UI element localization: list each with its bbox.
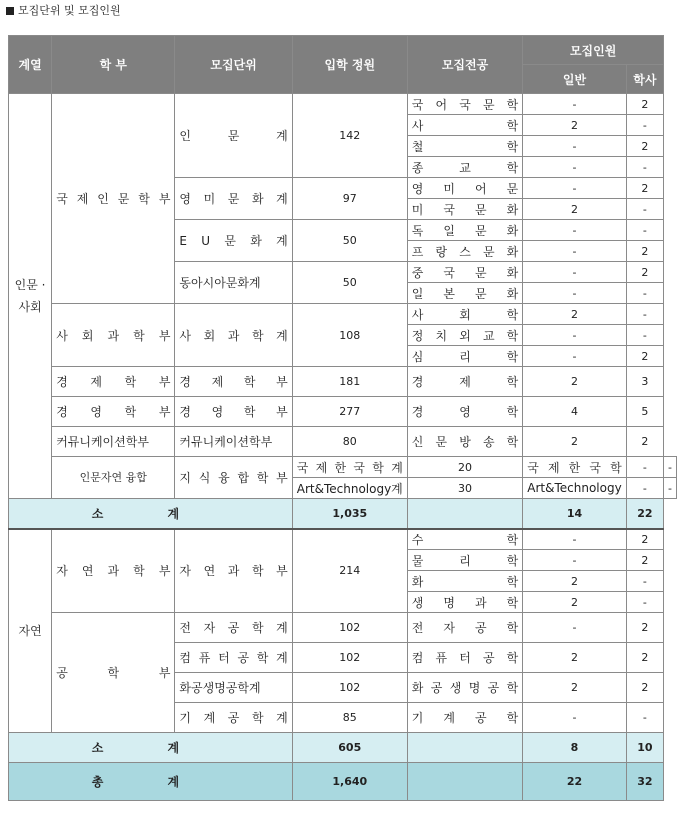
quota-cell: 97 (292, 178, 407, 220)
header-transfer: 학사 (626, 65, 663, 94)
recruitment-table (8, 35, 677, 801)
general-cell: 2 (523, 673, 626, 703)
transfer-cell: 2 (626, 346, 663, 367)
major-cell: 생 명 과 학 (407, 592, 522, 613)
quota-cell: 181 (292, 367, 407, 397)
general-cell: - (523, 262, 626, 283)
transfer-cell: 2 (626, 241, 663, 262)
unit-cell: 영 미 문 화 계 (175, 178, 292, 220)
transfer-cell: - (626, 283, 663, 304)
transfer-cell: 2 (626, 262, 663, 283)
transfer-cell: 2 (626, 529, 663, 550)
general-cell: - (523, 94, 626, 115)
general-cell: 2 (523, 643, 626, 673)
total-label: 총 계 (9, 763, 293, 801)
major-cell: 국 어 국 문 학 (407, 94, 522, 115)
transfer-cell: 2 (626, 427, 663, 457)
general-cell: - (523, 346, 626, 367)
transfer-cell: 3 (626, 367, 663, 397)
faculty-cell: 공 학 부 (52, 613, 175, 733)
unit-cell: 인 문 계 (175, 94, 292, 178)
subtotal-quota: 1,035 (292, 499, 407, 529)
subtotal-general: 14 (523, 499, 626, 529)
transfer-cell: 2 (626, 94, 663, 115)
major-cell: 기 계 공 학 (407, 703, 522, 733)
major-cell: 사 회 학 (407, 304, 522, 325)
major-cell: 컴 퓨 터 공 학 (407, 643, 522, 673)
unit-cell: 경 영 학 부 (175, 397, 292, 427)
faculty-cell: 국 제 인 문 학 부 (52, 94, 175, 304)
major-cell: Art&Technology (523, 478, 626, 499)
total-transfer: 32 (626, 763, 663, 801)
quota-cell: 30 (407, 478, 522, 499)
quota-cell: 108 (292, 304, 407, 367)
major-cell: 심 리 학 (407, 346, 522, 367)
major-cell: 일 본 문 화 (407, 283, 522, 304)
header-unit: 모집단위 (175, 36, 292, 94)
transfer-cell: 2 (626, 673, 663, 703)
quota-cell: 50 (292, 220, 407, 262)
subtotal-quota: 605 (292, 733, 407, 763)
transfer-cell: - (626, 325, 663, 346)
general-cell: - (523, 529, 626, 550)
transfer-cell: - (626, 199, 663, 220)
general-cell: 2 (523, 427, 626, 457)
page-title-text: 모집단위 및 모집인원 (18, 4, 121, 17)
transfer-cell: - (626, 592, 663, 613)
header-field: 계열 (9, 36, 52, 94)
quota-cell: 80 (292, 427, 407, 457)
unit-cell: 컴 퓨 터 공 학 계 (175, 643, 292, 673)
subtotal-major-empty (407, 499, 522, 529)
major-cell: 중 국 문 화 (407, 262, 522, 283)
major-cell: 독 일 문 화 (407, 220, 522, 241)
total-general: 22 (523, 763, 626, 801)
faculty-cell: 자 연 과 학 부 (52, 529, 175, 613)
major-cell: 화 학 (407, 571, 522, 592)
header-general: 일반 (523, 65, 626, 94)
transfer-cell: - (626, 571, 663, 592)
group-humanities: 인문 · 사회 (9, 94, 52, 499)
transfer-cell: - (626, 703, 663, 733)
transfer-cell: 2 (626, 178, 663, 199)
transfer-cell: - (664, 478, 677, 499)
general-cell: - (523, 550, 626, 571)
quota-cell: 85 (292, 703, 407, 733)
transfer-cell: 2 (626, 550, 663, 571)
header-faculty: 학 부 (52, 36, 175, 94)
major-cell: 미 국 문 화 (407, 199, 522, 220)
general-cell: 2 (523, 304, 626, 325)
general-cell: - (523, 613, 626, 643)
header-quota: 입학 정원 (292, 36, 407, 94)
general-cell: - (523, 136, 626, 157)
major-cell: 종 교 학 (407, 157, 522, 178)
total-major-empty (407, 763, 522, 801)
major-cell: 화 공 생 명 공 학 (407, 673, 522, 703)
quota-cell: 102 (292, 673, 407, 703)
faculty-cell: 경 영 학 부 (52, 397, 175, 427)
transfer-cell: - (626, 157, 663, 178)
general-cell: - (523, 241, 626, 262)
subtotal-label: 소 계 (9, 733, 293, 763)
transfer-cell: 2 (626, 136, 663, 157)
transfer-cell: - (626, 220, 663, 241)
subtotal-transfer: 22 (626, 499, 663, 529)
transfer-cell: - (626, 115, 663, 136)
general-cell: 2 (523, 571, 626, 592)
faculty-cell: 커뮤니케이션학부 (52, 427, 175, 457)
major-cell: 물 리 학 (407, 550, 522, 571)
general-cell: - (626, 457, 663, 478)
total-quota: 1,640 (292, 763, 407, 801)
header-recruit: 모집인원 (523, 36, 664, 65)
major-cell: 영 미 어 문 (407, 178, 522, 199)
major-cell: 철 학 (407, 136, 522, 157)
group-science: 자연 (9, 529, 52, 733)
general-cell: - (523, 220, 626, 241)
general-cell: 2 (523, 367, 626, 397)
faculty-cell: 사 회 과 학 부 (52, 304, 175, 367)
faculty-cell: 지 식 융 합 학 부 (175, 457, 292, 499)
quota-cell: 142 (292, 94, 407, 178)
square-bullet-icon (6, 7, 14, 15)
major-cell: 전 자 공 학 (407, 613, 522, 643)
unit-cell: 기 계 공 학 계 (175, 703, 292, 733)
unit-cell: 경 제 학 부 (175, 367, 292, 397)
general-cell: - (523, 157, 626, 178)
major-cell: 신 문 방 송 학 (407, 427, 522, 457)
major-cell: 정 치 외 교 학 (407, 325, 522, 346)
transfer-cell: - (664, 457, 677, 478)
group-humanities-fusion: 인문자연 융합 (52, 457, 175, 499)
subtotal-transfer: 10 (626, 733, 663, 763)
general-cell: - (523, 703, 626, 733)
unit-cell: E U 문 화 계 (175, 220, 292, 262)
unit-cell: 커뮤니케이션학부 (175, 427, 292, 457)
unit-cell: 동아시아문화계 (175, 262, 292, 304)
general-cell: 2 (523, 115, 626, 136)
transfer-cell: - (626, 304, 663, 325)
major-cell: 경 제 학 (407, 367, 522, 397)
major-cell: 수 학 (407, 529, 522, 550)
subtotal-label: 소 계 (9, 499, 293, 529)
quota-cell: 214 (292, 529, 407, 613)
page-title (6, 4, 121, 18)
general-cell: - (523, 283, 626, 304)
unit-cell: Art&Technology계 (292, 478, 407, 499)
transfer-cell: 2 (626, 613, 663, 643)
header-major: 모집전공 (407, 36, 522, 94)
major-cell: 경 영 학 (407, 397, 522, 427)
unit-cell: 자 연 과 학 부 (175, 529, 292, 613)
transfer-cell: 2 (626, 643, 663, 673)
quota-cell: 20 (407, 457, 522, 478)
major-cell: 프 랑 스 문 화 (407, 241, 522, 262)
subtotal-general: 8 (523, 733, 626, 763)
unit-cell: 화공생명공학계 (175, 673, 292, 703)
general-cell: - (523, 178, 626, 199)
major-cell: 국 제 한 국 학 (523, 457, 626, 478)
quota-cell: 102 (292, 613, 407, 643)
general-cell: - (523, 325, 626, 346)
unit-cell: 사 회 과 학 계 (175, 304, 292, 367)
general-cell: - (626, 478, 663, 499)
subtotal-major-empty (407, 733, 522, 763)
quota-cell: 102 (292, 643, 407, 673)
quota-cell: 277 (292, 397, 407, 427)
quota-cell: 50 (292, 262, 407, 304)
general-cell: 2 (523, 199, 626, 220)
general-cell: 4 (523, 397, 626, 427)
major-cell: 사 학 (407, 115, 522, 136)
unit-cell: 전 자 공 학 계 (175, 613, 292, 643)
transfer-cell: 5 (626, 397, 663, 427)
faculty-cell: 경 제 학 부 (52, 367, 175, 397)
general-cell: 2 (523, 592, 626, 613)
unit-cell: 국 제 한 국 학 계 (292, 457, 407, 478)
